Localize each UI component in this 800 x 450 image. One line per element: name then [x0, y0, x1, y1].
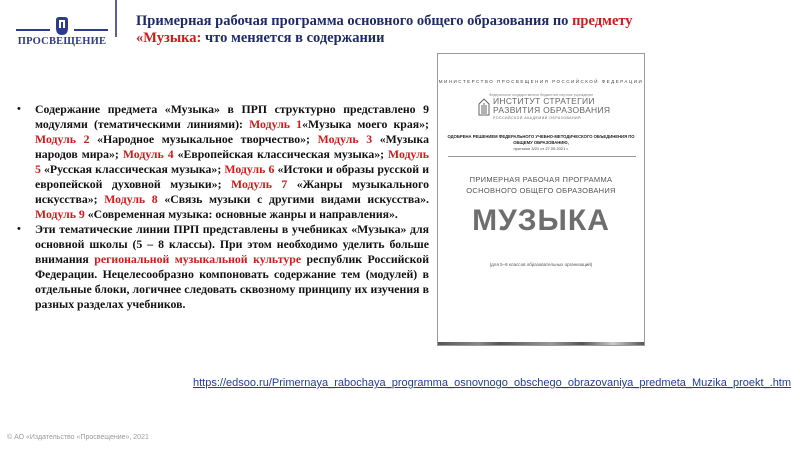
cover-approved: ОДОБРЕНА РЕШЕНИЕМ ФЕДЕРАЛЬНОГО УЧЕБНО-МЕТОДИЧЕСКОГО ОБЪЕДИНЕНИЯ ПО ОБЩЕМУ ОБРАЗОВАНИЮ, [447, 134, 635, 145]
bullet-text: Содержание предмета «Музыка» в ПРП структурно представлено 9 модулями (тематическими линиями): Модуль 1«Музыка моего края»; Модуль 2 «Народное музыкальное творчество»; Модуль 3 «Музыка народов мира»; Модуль 4 «Европейская классическая музыка»; Модуль 5 «Русская классическая музыка»; Модуль 6 «Истоки и образы русской и европейской духовной музыки»; Модуль 7 «Жанры музыкального искусства»; Модуль 8 «Связь музыки с другими видами искусства». Модуль 9 «Современная музыка: основные жанры и направления». [35, 102, 430, 221]
slide-title [136, 13, 696, 47]
bullet-icon: • [17, 103, 21, 115]
title-subject: «Музыка: [136, 30, 202, 46]
module-3-label: Модуль 3 [317, 132, 373, 146]
header-divider [115, 0, 117, 37]
logo-emblem-icon [54, 16, 70, 36]
bullet-item-textbooks [17, 222, 429, 312]
module-7-label: Модуль 7 [230, 177, 288, 191]
title-text: Примерная рабочая программа основного общего образования по [136, 13, 573, 29]
bullet-item-modules [17, 102, 429, 222]
cover-subject: МУЗЫКА [472, 204, 610, 237]
module-5-label: Модуль 5 [35, 147, 429, 176]
module-4-label: Модуль 4 [122, 147, 174, 161]
regional-culture-highlight: региональной музыкальной культуре [94, 252, 302, 266]
module-2-label: Модуль 2 [35, 132, 90, 146]
cover-institute: ИНСТИТУТ СТРАТЕГИИ РАЗВИТИЯ ОБРАЗОВАНИЯ [493, 96, 611, 115]
title-text-2: что меняется в содержании [201, 30, 385, 46]
logo-text: ПРОСВЕЩЕНИЕ [17, 36, 107, 47]
cover-grades: (для 5–8 классов образовательных организаций) [489, 262, 593, 267]
bullet-text: Эти тематические линии ПРП представлены в учебниках «Музыка» для основной школы (5 – 8 классы). При этом необходимо уделить больше внимания региональной музыкальной культуре республик Российской Федерации. Нецелесообразно компоновать содержание тем (модулей) в отдельные блоки, логичнее следовать сквозному принципу их изучения в разных разделах учебников. [35, 222, 429, 311]
program-source-link[interactable]: https://edsoo.ru/Primernaya_rabochaya_programma_osnovnogo_obschego_obrazovaniya_predmeta_Muzika_proekt_.htm [193, 377, 792, 389]
prosveshchenie-logo [12, 10, 112, 50]
cover-separator [448, 156, 636, 157]
copyright-footer: © АО «Издательство «Просвещение», 2021 [7, 434, 149, 441]
program-cover-image [437, 53, 645, 346]
module-1-label: Модуль 1 [249, 117, 303, 131]
module-6-label: Модуль 6 [224, 162, 275, 176]
module-8-label: Модуль 8 [104, 192, 158, 206]
title-highlight: предмету [572, 13, 633, 29]
cover-academy: РОССИЙСКОЙ АКАДЕМИИ ОБРАЗОВАНИЯ [493, 116, 582, 120]
cover-ministry: МИНИСТЕРСТВО ПРОСВЕЩЕНИЯ РОССИЙСКОЙ ФЕДЕРАЦИИ [438, 79, 644, 84]
logo-line-right [74, 29, 108, 31]
cover-program-title: ПРИМЕРНАЯ РАБОЧАЯ ПРОГРАММА ОСНОВНОГО ОБЩЕГО ОБРАЗОВАНИЯ [466, 175, 616, 195]
logo-line-left [16, 29, 50, 31]
bullet-icon: • [17, 223, 21, 235]
cover-protocol: протокол 3/21 от 27.09.2021 г. [513, 146, 569, 151]
institute-building-icon [478, 98, 490, 116]
bullet-list [17, 102, 429, 312]
cover-federal: Федеральное государственное бюджетное научное учреждение [488, 93, 594, 97]
cover-bottom-strip [438, 342, 644, 345]
module-9-label: Модуль 9 [35, 207, 85, 221]
